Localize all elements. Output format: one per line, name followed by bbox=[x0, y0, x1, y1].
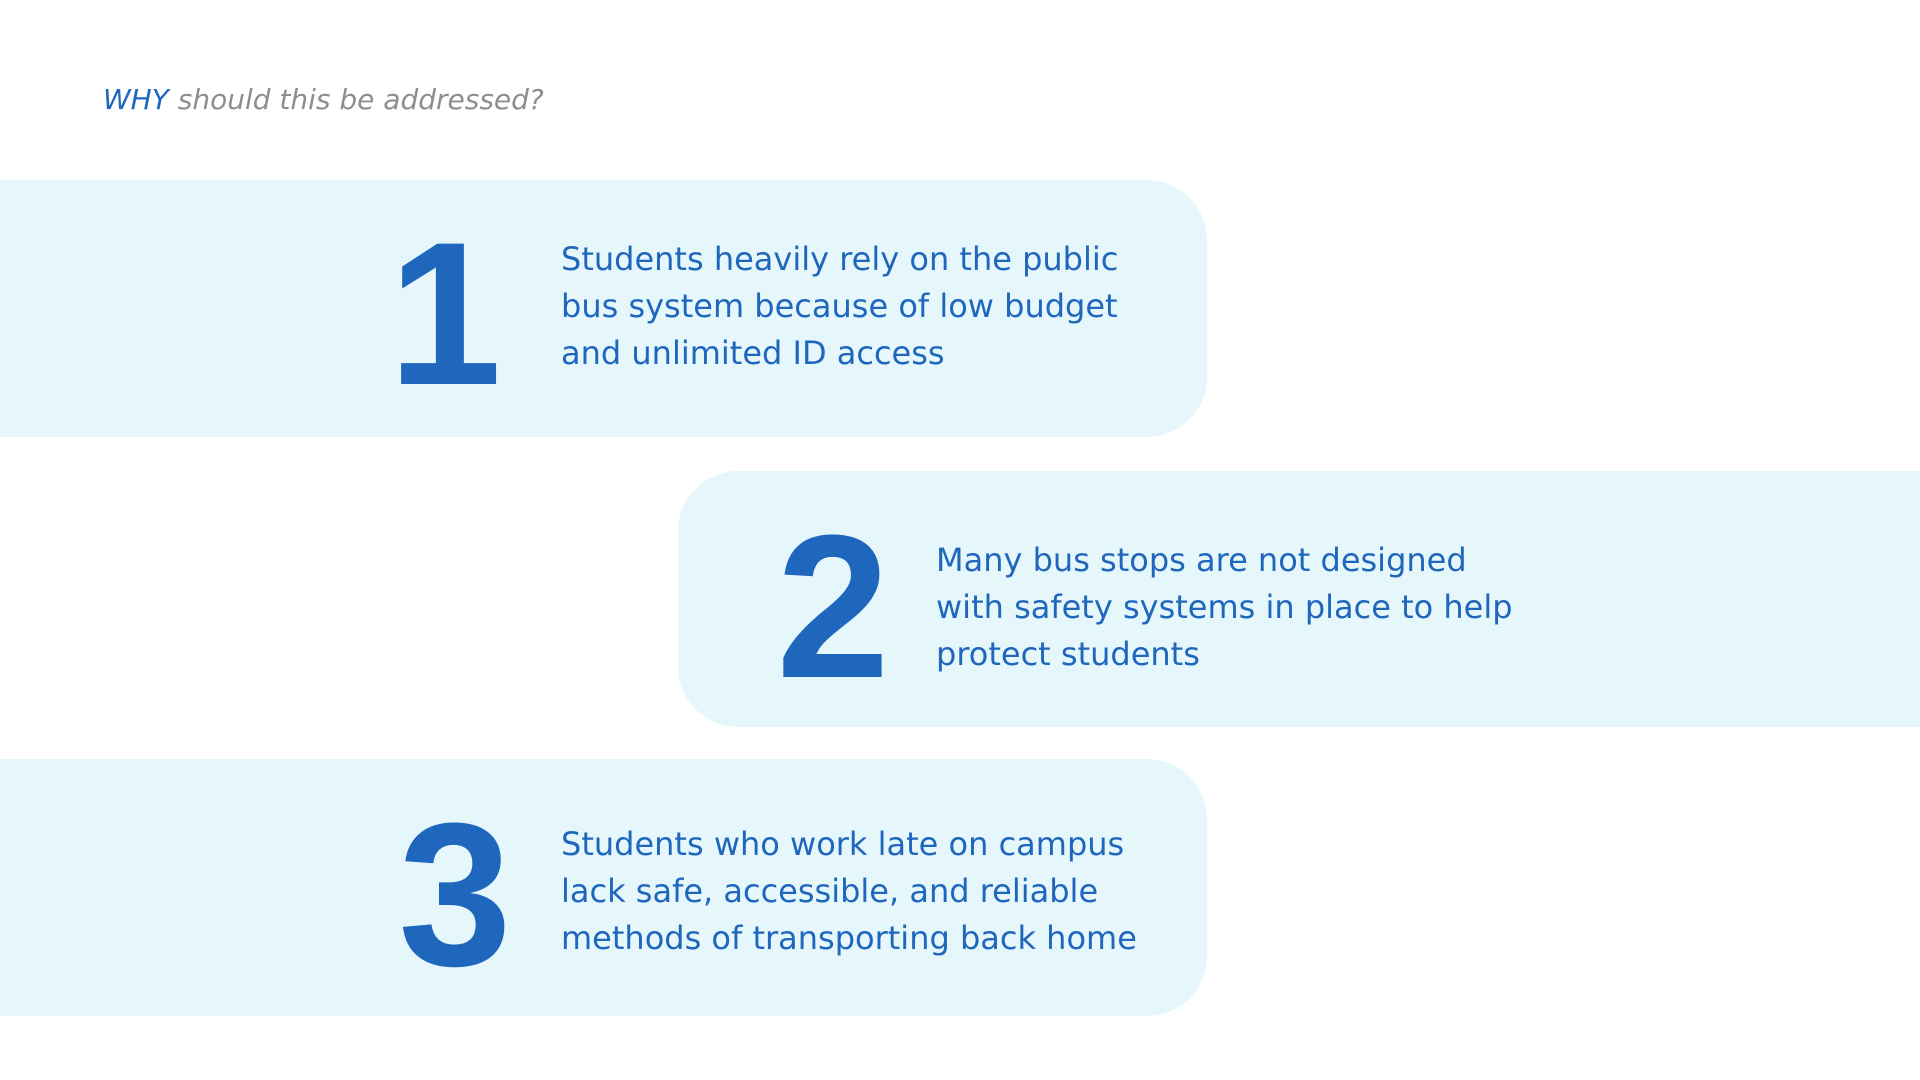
reason-text-line: lack safe, accessible, and reliable bbox=[561, 872, 1099, 910]
reason-number-2: 2 bbox=[776, 493, 890, 721]
heading-accent: WHY bbox=[103, 83, 169, 116]
reason-text-line: and unlimited ID access bbox=[561, 334, 945, 372]
reason-text-line: methods of transporting back home bbox=[561, 919, 1137, 957]
reason-text-line: Students heavily rely on the public bbox=[561, 240, 1119, 278]
reason-card-1 bbox=[0, 180, 1207, 437]
reason-card-2 bbox=[678, 471, 1920, 727]
reason-card-3 bbox=[0, 759, 1207, 1016]
reason-text-line: Many bus stops are not designed bbox=[936, 541, 1467, 579]
reason-number-3: 3 bbox=[398, 781, 512, 1009]
reason-number-1: 1 bbox=[388, 200, 502, 428]
reason-text-line: protect students bbox=[936, 635, 1200, 673]
heading-text: should this be addressed? bbox=[168, 83, 544, 116]
reason-text-3 bbox=[561, 821, 1137, 962]
reason-text-2 bbox=[936, 537, 1513, 678]
page-heading bbox=[103, 80, 544, 120]
reason-text-1 bbox=[561, 236, 1118, 377]
reason-text-line: with safety systems in place to help bbox=[936, 588, 1513, 626]
reason-text-line: Students who work late on campus bbox=[561, 825, 1125, 863]
reason-text-line: bus system because of low budget bbox=[561, 287, 1118, 325]
